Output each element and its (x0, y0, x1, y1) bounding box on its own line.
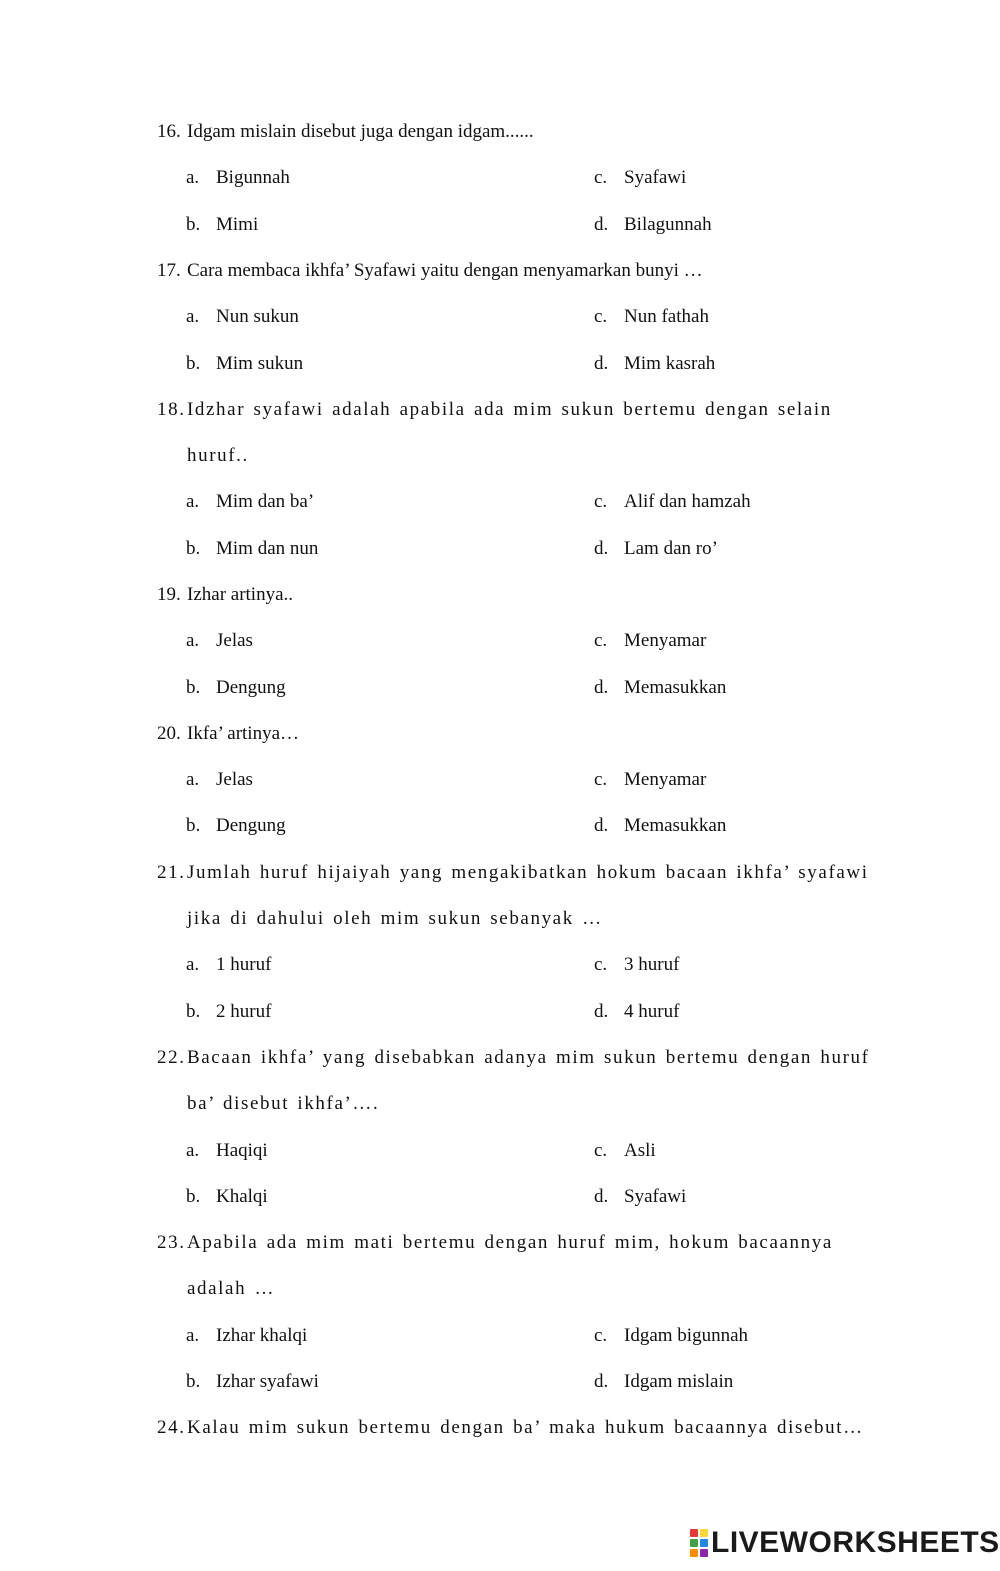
logo-square (690, 1549, 698, 1557)
option-letter: c. (594, 306, 608, 327)
option-text: 4 huruf (624, 1001, 680, 1022)
option-text: Jelas (216, 769, 253, 790)
answer-option-a[interactable] (186, 166, 290, 190)
answer-option-a[interactable] (186, 629, 253, 653)
option-text: Dengung (216, 815, 286, 836)
answer-option-c[interactable] (594, 490, 751, 514)
option-letter: d. (594, 538, 609, 559)
answer-option-a[interactable] (186, 305, 299, 329)
option-letter: c. (594, 769, 608, 790)
answer-option-b[interactable] (186, 676, 286, 700)
option-letter: b. (186, 1001, 201, 1022)
option-letter: d. (594, 353, 609, 374)
option-text: Mim dan ba’ (216, 491, 315, 512)
option-letter: c. (594, 491, 608, 512)
question-number: 16. (157, 121, 181, 142)
option-text: Memasukkan (624, 815, 727, 836)
answer-option-d[interactable] (594, 676, 726, 700)
option-text: 2 huruf (216, 1001, 272, 1022)
option-letter: a. (186, 491, 200, 512)
question-text (157, 583, 293, 607)
question-line: Jumlah huruf hijaiyah yang mengakibatkan hokum bacaan ikhfa’ syafawi (187, 862, 869, 883)
option-text: Idgam mislain (624, 1371, 734, 1392)
answer-option-a[interactable] (186, 768, 253, 792)
option-text: 1 huruf (216, 954, 272, 975)
option-letter: b. (186, 1371, 201, 1392)
question-line: Kalau mim sukun bertemu dengan ba’ maka hukum bacaannya disebut… (187, 1417, 864, 1438)
question-number: 23. (157, 1232, 186, 1253)
answer-option-a[interactable] (186, 490, 314, 514)
option-text: Alif dan hamzah (624, 491, 751, 512)
question-line: Izhar artinya.. (187, 584, 294, 605)
option-letter: a. (186, 306, 200, 327)
option-letter: d. (594, 1371, 609, 1392)
question-line: Idgam mislain disebut juga dengan idgam...... (187, 121, 534, 142)
question-number: 17. (157, 260, 181, 281)
question-number: 21. (157, 862, 186, 883)
question-line: Apabila ada mim mati bertemu dengan huruf mim, hokum bacaannya (187, 1232, 833, 1253)
option-text: Mim kasrah (624, 353, 716, 374)
question-number: 22. (157, 1047, 186, 1068)
answer-option-d[interactable] (594, 1000, 679, 1024)
brand-name: LIVEWORKSHEETS (711, 1526, 1000, 1559)
question-text-continued: huruf.. (187, 445, 249, 466)
answer-option-d[interactable] (594, 537, 718, 561)
answer-option-c[interactable] (594, 768, 706, 792)
option-text: Khalqi (216, 1186, 268, 1207)
question-number: 18. (157, 399, 186, 420)
answer-option-d[interactable] (594, 814, 726, 838)
question-text-continued: adalah … (187, 1278, 276, 1299)
option-text: 3 huruf (624, 954, 680, 975)
option-letter: b. (186, 815, 201, 836)
answer-option-d[interactable] (594, 1370, 733, 1394)
question-text-continued: jika di dahului oleh mim sukun sebanyak … (187, 908, 603, 929)
logo-square (700, 1539, 708, 1547)
answer-option-a[interactable] (186, 1324, 307, 1348)
option-letter: b. (186, 1186, 201, 1207)
option-text: Nun sukun (216, 306, 299, 327)
option-letter: c. (594, 954, 608, 975)
answer-option-b[interactable] (186, 814, 286, 838)
answer-option-b[interactable] (186, 537, 318, 561)
option-letter: d. (594, 1001, 609, 1022)
option-letter: b. (186, 353, 201, 374)
option-text: Asli (624, 1140, 656, 1161)
option-text: Syafawi (624, 167, 687, 188)
option-letter: d. (594, 677, 609, 698)
answer-option-a[interactable] (186, 1139, 268, 1163)
logo-square (700, 1549, 708, 1557)
answer-option-b[interactable] (186, 1185, 268, 1209)
answer-option-c[interactable] (594, 629, 706, 653)
answer-option-c[interactable] (594, 305, 709, 329)
question-text (157, 120, 534, 144)
option-text: Bilagunnah (624, 214, 712, 235)
answer-option-d[interactable] (594, 213, 712, 237)
answer-option-c[interactable] (594, 1139, 656, 1163)
option-letter: b. (186, 538, 201, 559)
answer-option-c[interactable] (594, 953, 679, 977)
question-text (157, 1231, 833, 1255)
option-text: Haqiqi (216, 1140, 268, 1161)
option-letter: d. (594, 815, 609, 836)
option-text: Bigunnah (216, 167, 290, 188)
option-text: Mimi (216, 214, 259, 235)
option-text: Syafawi (624, 1186, 687, 1207)
option-letter: d. (594, 214, 609, 235)
question-number: 24. (157, 1417, 186, 1438)
question-text (157, 722, 299, 746)
answer-option-b[interactable] (186, 213, 258, 237)
option-text: Lam dan ro’ (624, 538, 718, 559)
option-letter: b. (186, 214, 201, 235)
answer-option-a[interactable] (186, 953, 271, 977)
question-text (157, 259, 703, 283)
question-text (157, 398, 832, 422)
option-text: Memasukkan (624, 677, 727, 698)
option-text: Mim dan nun (216, 538, 319, 559)
option-letter: c. (594, 167, 608, 188)
logo-square (690, 1539, 698, 1547)
answer-option-d[interactable] (594, 352, 715, 376)
liveworksheets-logo-icon (690, 1529, 708, 1557)
option-letter: a. (186, 1140, 200, 1161)
logo-square (690, 1529, 698, 1537)
option-letter: c. (594, 1325, 608, 1346)
answer-option-b[interactable] (186, 1000, 271, 1024)
logo-square (700, 1529, 708, 1537)
option-letter: a. (186, 954, 200, 975)
question-text (157, 1046, 870, 1070)
option-text: Menyamar (624, 630, 707, 651)
option-text: Jelas (216, 630, 253, 651)
option-letter: a. (186, 769, 200, 790)
answer-option-c[interactable] (594, 1324, 748, 1348)
answer-option-d[interactable] (594, 1185, 686, 1209)
answer-option-b[interactable] (186, 352, 303, 376)
option-letter: b. (186, 677, 201, 698)
option-text: Izhar syafawi (216, 1371, 319, 1392)
question-line: Ikfa’ artinya… (187, 723, 300, 744)
question-text-continued: ba’ disebut ikhfa’…. (187, 1093, 380, 1114)
option-text: Izhar khalqi (216, 1325, 308, 1346)
answer-option-b[interactable] (186, 1370, 319, 1394)
answer-option-c[interactable] (594, 166, 686, 190)
option-letter: a. (186, 167, 200, 188)
question-line: Bacaan ikhfa’ yang disebabkan adanya mim sukun bertemu dengan huruf (187, 1047, 870, 1068)
question-text (157, 1416, 864, 1440)
option-text: Nun fathah (624, 306, 709, 327)
option-letter: d. (594, 1186, 609, 1207)
question-text (157, 861, 869, 885)
option-text: Dengung (216, 677, 286, 698)
question-number: 19. (157, 584, 181, 605)
question-number: 20. (157, 723, 181, 744)
option-text: Menyamar (624, 769, 707, 790)
liveworksheets-logo (690, 1526, 1000, 1560)
option-letter: c. (594, 1140, 608, 1161)
option-letter: c. (594, 630, 608, 651)
option-letter: a. (186, 1325, 200, 1346)
option-letter: a. (186, 630, 200, 651)
option-text: Mim sukun (216, 353, 304, 374)
question-line: Idzhar syafawi adalah apabila ada mim sukun bertemu dengan selain (187, 399, 832, 420)
question-line: Cara membaca ikhfa’ Syafawi yaitu dengan menyamarkan bunyi … (187, 260, 703, 281)
option-text: Idgam bigunnah (624, 1325, 749, 1346)
